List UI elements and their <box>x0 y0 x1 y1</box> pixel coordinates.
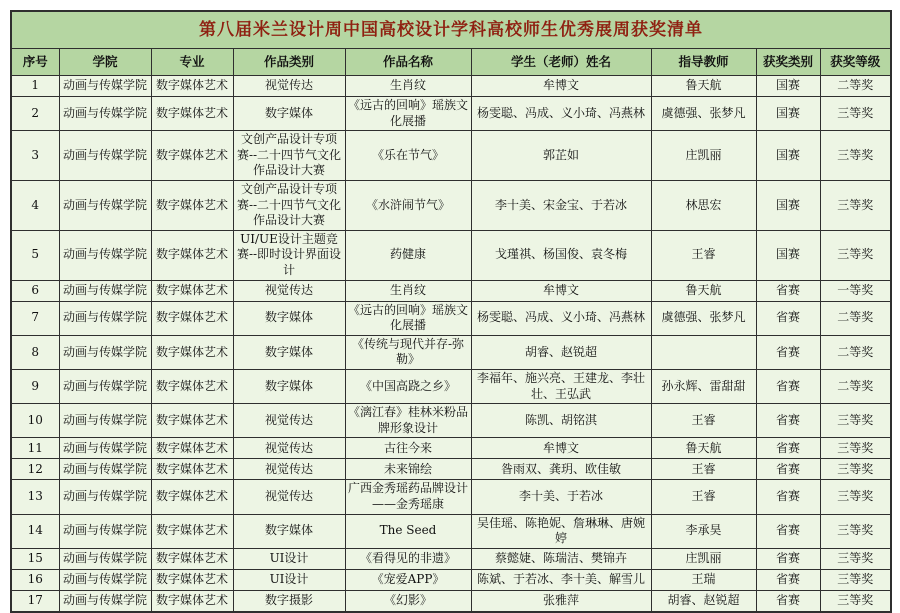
cell-college: 动画与传媒学院 <box>59 301 151 335</box>
column-header-category: 作品类别 <box>233 49 345 76</box>
cell-index: 6 <box>11 280 59 301</box>
cell-index: 16 <box>11 569 59 590</box>
cell-work_name: 生肖纹 <box>345 76 471 97</box>
cell-category: 视觉传达 <box>233 280 345 301</box>
cell-category: 视觉传达 <box>233 480 345 514</box>
cell-award_level: 三等奖 <box>820 548 891 569</box>
column-header-award_type: 获奖类别 <box>756 49 820 76</box>
table-row <box>11 459 891 480</box>
cell-college: 动画与传媒学院 <box>59 230 151 280</box>
cell-students: 李十美、宋金宝、于若冰 <box>471 181 651 231</box>
cell-advisors: 庄凯丽 <box>651 548 756 569</box>
cell-major: 数字媒体艺术 <box>151 370 233 404</box>
cell-award_level: 三等奖 <box>820 404 891 438</box>
column-header-major: 专业 <box>151 49 233 76</box>
cell-students: 牟博文 <box>471 280 651 301</box>
cell-index: 2 <box>11 97 59 131</box>
table-row <box>11 301 891 335</box>
cell-index: 9 <box>11 370 59 404</box>
table-row <box>11 97 891 131</box>
cell-advisors: 王睿 <box>651 230 756 280</box>
table-row <box>11 438 891 459</box>
cell-major: 数字媒体艺术 <box>151 438 233 459</box>
award-table <box>10 10 892 613</box>
cell-students: 牟博文 <box>471 438 651 459</box>
cell-major: 数字媒体艺术 <box>151 480 233 514</box>
cell-award_level: 二等奖 <box>820 76 891 97</box>
cell-work_name: 《中国高跷之乡》 <box>345 370 471 404</box>
cell-award_type: 省赛 <box>756 438 820 459</box>
column-header-advisors: 指导教师 <box>651 49 756 76</box>
cell-award_level: 三等奖 <box>820 181 891 231</box>
cell-index: 15 <box>11 548 59 569</box>
cell-category: 数字媒体 <box>233 514 345 548</box>
cell-award_level: 三等奖 <box>820 459 891 480</box>
cell-category: 视觉传达 <box>233 438 345 459</box>
cell-award_level: 三等奖 <box>820 97 891 131</box>
cell-award_level: 二等奖 <box>820 335 891 369</box>
cell-work_name: 广西金秀瑶药品牌设计——金秀瑶康 <box>345 480 471 514</box>
cell-advisors: 胡睿、赵锐超 <box>651 590 756 612</box>
cell-advisors: 王瑞 <box>651 569 756 590</box>
cell-award_type: 省赛 <box>756 548 820 569</box>
cell-category: 数字媒体 <box>233 335 345 369</box>
column-header-students: 学生（老师）姓名 <box>471 49 651 76</box>
cell-advisors: 鲁天航 <box>651 76 756 97</box>
cell-major: 数字媒体艺术 <box>151 459 233 480</box>
cell-index: 7 <box>11 301 59 335</box>
cell-category: 视觉传达 <box>233 404 345 438</box>
cell-index: 10 <box>11 404 59 438</box>
cell-index: 5 <box>11 230 59 280</box>
cell-work_name: 生肖纹 <box>345 280 471 301</box>
cell-advisors <box>651 335 756 369</box>
cell-work_name: 《远古的回响》瑶族文化展播 <box>345 97 471 131</box>
table-row <box>11 230 891 280</box>
table-row <box>11 335 891 369</box>
cell-award_type: 省赛 <box>756 590 820 612</box>
cell-major: 数字媒体艺术 <box>151 97 233 131</box>
table-row <box>11 514 891 548</box>
cell-work_name: 《传统与现代并存-弥勒》 <box>345 335 471 369</box>
cell-award_type: 省赛 <box>756 370 820 404</box>
column-header-award_level: 获奖等级 <box>820 49 891 76</box>
cell-award_level: 一等奖 <box>820 280 891 301</box>
cell-award_type: 省赛 <box>756 280 820 301</box>
table-row <box>11 181 891 231</box>
cell-award_type: 省赛 <box>756 404 820 438</box>
cell-college: 动画与传媒学院 <box>59 404 151 438</box>
cell-college: 动画与传媒学院 <box>59 438 151 459</box>
table-row <box>11 370 891 404</box>
cell-college: 动画与传媒学院 <box>59 370 151 404</box>
cell-award_level: 二等奖 <box>820 370 891 404</box>
cell-work_name: The Seed <box>345 514 471 548</box>
cell-index: 3 <box>11 131 59 181</box>
cell-college: 动画与传媒学院 <box>59 181 151 231</box>
cell-index: 1 <box>11 76 59 97</box>
cell-advisors: 虞德强、张梦凡 <box>651 97 756 131</box>
cell-award_type: 国赛 <box>756 76 820 97</box>
cell-students: 戈瑾祺、杨国俊、袁冬梅 <box>471 230 651 280</box>
cell-category: 文创产品设计专项赛--二十四节气文化作品设计大赛 <box>233 131 345 181</box>
cell-college: 动画与传媒学院 <box>59 548 151 569</box>
cell-major: 数字媒体艺术 <box>151 131 233 181</box>
cell-category: 数字媒体 <box>233 370 345 404</box>
cell-index: 14 <box>11 514 59 548</box>
cell-college: 动画与传媒学院 <box>59 569 151 590</box>
title-row <box>11 11 891 49</box>
table-body <box>11 76 891 612</box>
cell-award_type: 省赛 <box>756 569 820 590</box>
cell-work_name: 《乐在节气》 <box>345 131 471 181</box>
table-row <box>11 280 891 301</box>
cell-category: UI设计 <box>233 569 345 590</box>
table-row <box>11 548 891 569</box>
cell-advisors: 孙永辉、雷甜甜 <box>651 370 756 404</box>
cell-award_type: 国赛 <box>756 230 820 280</box>
cell-award_level: 三等奖 <box>820 514 891 548</box>
cell-advisors: 王睿 <box>651 480 756 514</box>
cell-major: 数字媒体艺术 <box>151 76 233 97</box>
cell-students: 杨雯聪、冯成、义小琦、冯燕林 <box>471 97 651 131</box>
cell-college: 动画与传媒学院 <box>59 459 151 480</box>
cell-major: 数字媒体艺术 <box>151 569 233 590</box>
cell-college: 动画与传媒学院 <box>59 335 151 369</box>
cell-work_name: 《幻影》 <box>345 590 471 612</box>
cell-category: UI设计 <box>233 548 345 569</box>
cell-college: 动画与传媒学院 <box>59 590 151 612</box>
cell-award_type: 省赛 <box>756 459 820 480</box>
cell-award_level: 三等奖 <box>820 230 891 280</box>
table-row <box>11 131 891 181</box>
cell-advisors: 李承昊 <box>651 514 756 548</box>
cell-major: 数字媒体艺术 <box>151 280 233 301</box>
cell-advisors: 鲁天航 <box>651 280 756 301</box>
cell-major: 数字媒体艺术 <box>151 301 233 335</box>
cell-category: 视觉传达 <box>233 459 345 480</box>
cell-advisors: 庄凯丽 <box>651 131 756 181</box>
cell-major: 数字媒体艺术 <box>151 548 233 569</box>
cell-work_name: 《宠爱APP》 <box>345 569 471 590</box>
cell-index: 8 <box>11 335 59 369</box>
cell-award_type: 省赛 <box>756 335 820 369</box>
cell-advisors: 鲁天航 <box>651 438 756 459</box>
cell-index: 17 <box>11 590 59 612</box>
cell-students: 牟博文 <box>471 76 651 97</box>
cell-award_level: 三等奖 <box>820 438 891 459</box>
cell-award_level: 三等奖 <box>820 480 891 514</box>
cell-work_name: 《漓江春》桂林米粉品牌形象设计 <box>345 404 471 438</box>
table-row <box>11 569 891 590</box>
cell-work_name: 古往今来 <box>345 438 471 459</box>
cell-award_type: 省赛 <box>756 301 820 335</box>
cell-students: 陈斌、于若冰、李十美、解雪儿 <box>471 569 651 590</box>
cell-award_type: 国赛 <box>756 97 820 131</box>
cell-major: 数字媒体艺术 <box>151 590 233 612</box>
cell-work_name: 《远古的回响》瑶族文化展播 <box>345 301 471 335</box>
cell-students: 李福年、施兴亮、王建龙、李壮壮、王弘武 <box>471 370 651 404</box>
cell-major: 数字媒体艺术 <box>151 181 233 231</box>
cell-students: 张雅萍 <box>471 590 651 612</box>
table-row <box>11 480 891 514</box>
cell-students: 陈凯、胡铭淇 <box>471 404 651 438</box>
cell-award_level: 三等奖 <box>820 569 891 590</box>
column-header-college: 学院 <box>59 49 151 76</box>
cell-work_name: 《看得见的非遗》 <box>345 548 471 569</box>
cell-category: 视觉传达 <box>233 76 345 97</box>
cell-index: 11 <box>11 438 59 459</box>
cell-award_type: 国赛 <box>756 131 820 181</box>
cell-work_name: 未来锦绘 <box>345 459 471 480</box>
cell-college: 动画与传媒学院 <box>59 131 151 181</box>
cell-students: 李十美、于若冰 <box>471 480 651 514</box>
column-header-index: 序号 <box>11 49 59 76</box>
cell-students: 蔡懿婕、陈瑞洁、樊锦卉 <box>471 548 651 569</box>
cell-students: 吴佳瑶、陈艳妮、詹琳琳、唐婉婷 <box>471 514 651 548</box>
cell-advisors: 王睿 <box>651 459 756 480</box>
cell-index: 13 <box>11 480 59 514</box>
cell-award_level: 三等奖 <box>820 131 891 181</box>
cell-major: 数字媒体艺术 <box>151 335 233 369</box>
cell-college: 动画与传媒学院 <box>59 97 151 131</box>
cell-category: 数字媒体 <box>233 97 345 131</box>
cell-college: 动画与传媒学院 <box>59 280 151 301</box>
cell-college: 动画与传媒学院 <box>59 480 151 514</box>
cell-award_type: 省赛 <box>756 514 820 548</box>
cell-category: 数字摄影 <box>233 590 345 612</box>
cell-work_name: 《水浒闹节气》 <box>345 181 471 231</box>
cell-category: UI/UE设计主题竞赛--即时设计界面设计 <box>233 230 345 280</box>
header-row <box>11 49 891 76</box>
table-row <box>11 590 891 612</box>
cell-category: 数字媒体 <box>233 301 345 335</box>
cell-index: 12 <box>11 459 59 480</box>
cell-college: 动画与传媒学院 <box>59 514 151 548</box>
page-title: 第八届米兰设计周中国高校设计学科高校师生优秀展周获奖清单 <box>11 11 891 49</box>
cell-students: 杨雯聪、冯成、义小琦、冯燕林 <box>471 301 651 335</box>
cell-advisors: 林思宏 <box>651 181 756 231</box>
cell-students: 郭芷如 <box>471 131 651 181</box>
cell-award_type: 国赛 <box>756 181 820 231</box>
cell-major: 数字媒体艺术 <box>151 404 233 438</box>
table-row <box>11 76 891 97</box>
cell-award_level: 二等奖 <box>820 301 891 335</box>
table-row <box>11 404 891 438</box>
cell-major: 数字媒体艺术 <box>151 514 233 548</box>
cell-advisors: 王睿 <box>651 404 756 438</box>
cell-students: 昝雨双、龚玥、欧佳敏 <box>471 459 651 480</box>
cell-major: 数字媒体艺术 <box>151 230 233 280</box>
cell-advisors: 虞德强、张梦凡 <box>651 301 756 335</box>
column-header-work_name: 作品名称 <box>345 49 471 76</box>
cell-work_name: 药健康 <box>345 230 471 280</box>
cell-award_level: 三等奖 <box>820 590 891 612</box>
cell-index: 4 <box>11 181 59 231</box>
cell-students: 胡睿、赵锐超 <box>471 335 651 369</box>
cell-college: 动画与传媒学院 <box>59 76 151 97</box>
cell-category: 文创产品设计专项赛--二十四节气文化作品设计大赛 <box>233 181 345 231</box>
cell-award_type: 省赛 <box>756 480 820 514</box>
